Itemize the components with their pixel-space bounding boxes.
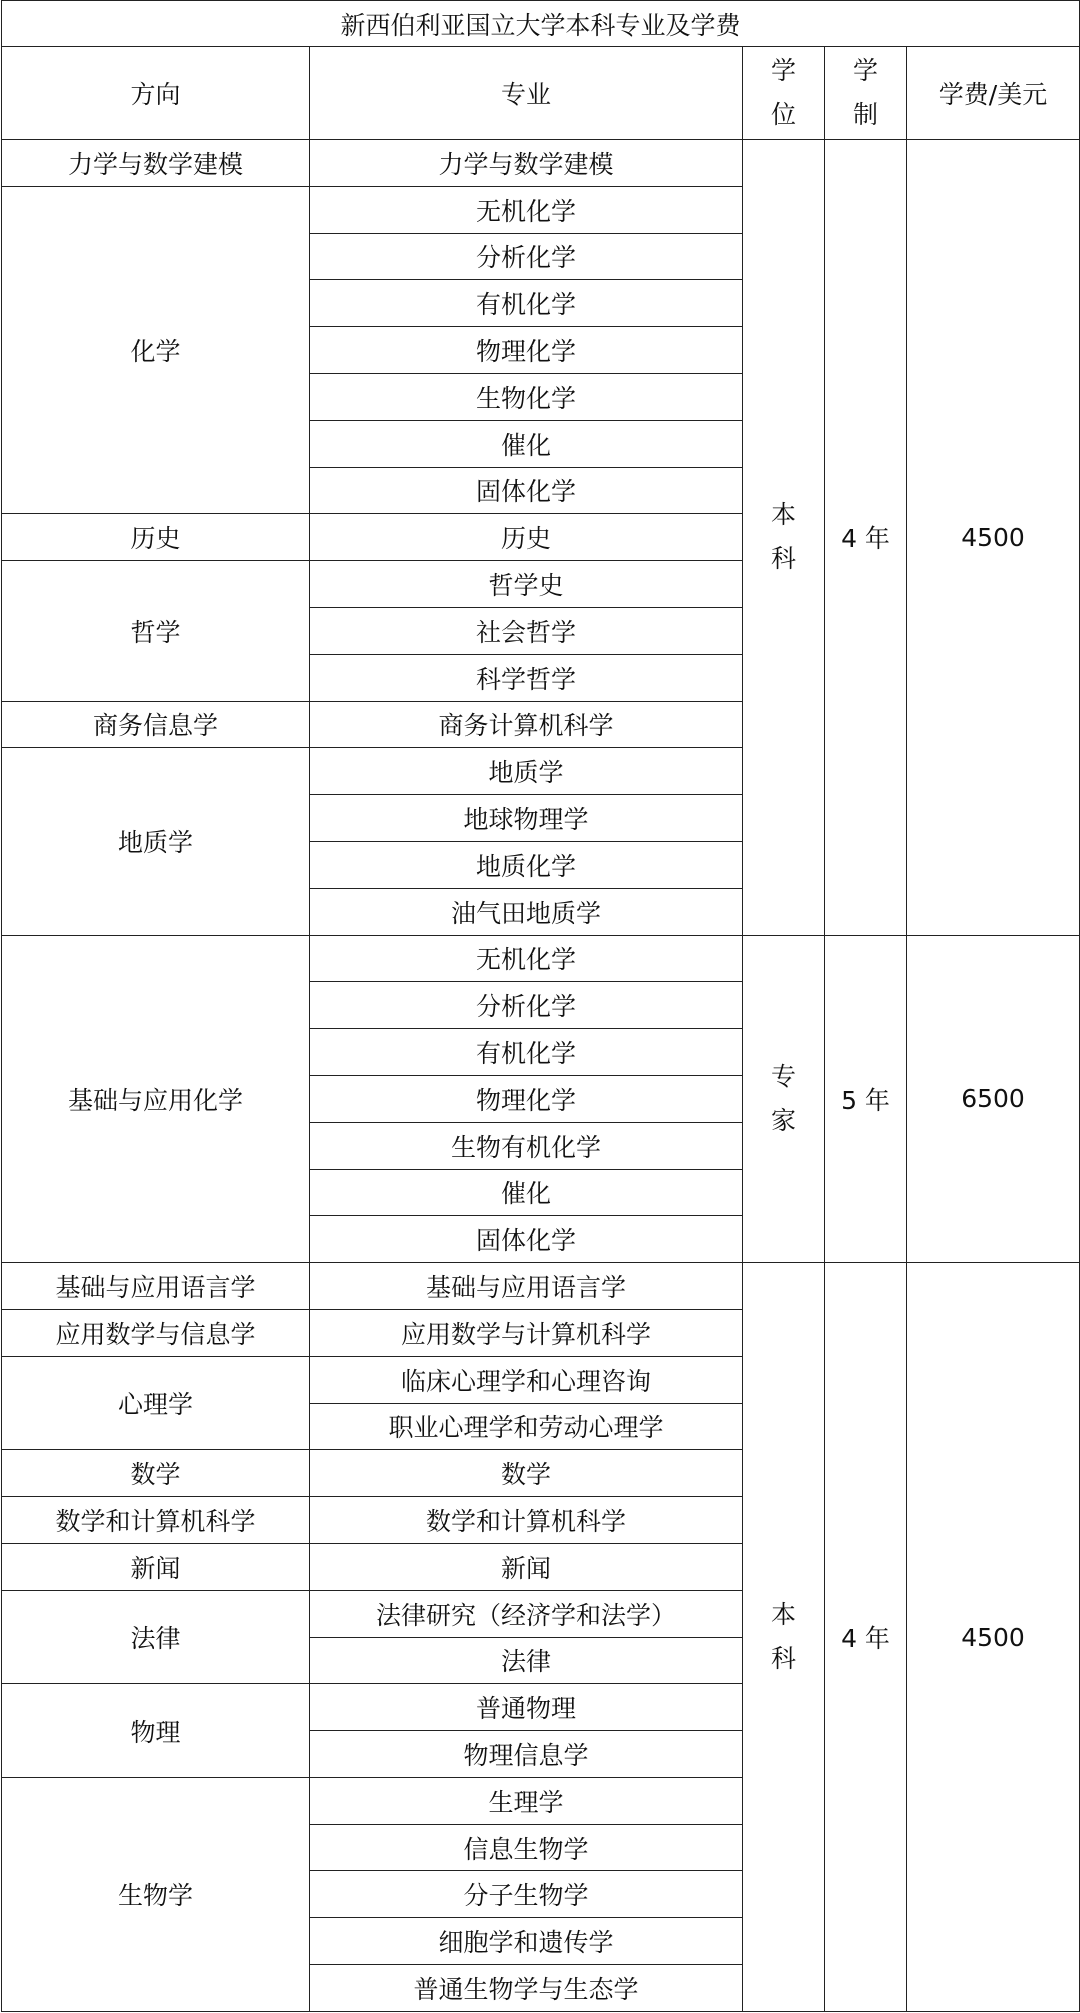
degree-cell: 本 科 <box>743 1263 825 2012</box>
header-duration: 学 制 <box>825 47 907 140</box>
major-cell: 临床心理学和心理咨询 <box>310 1356 743 1403</box>
major-cell: 物理化学 <box>310 327 743 374</box>
tuition-table <box>1 0 1080 2012</box>
major-cell: 哲学史 <box>310 561 743 608</box>
major-cell: 固体化学 <box>310 1216 743 1263</box>
major-cell: 无机化学 <box>310 186 743 233</box>
major-cell: 数学 <box>310 1450 743 1497</box>
major-cell: 信息生物学 <box>310 1824 743 1871</box>
direction-cell: 商务信息学 <box>2 701 310 748</box>
direction-cell: 数学 <box>2 1450 310 1497</box>
major-cell: 数学和计算机科学 <box>310 1497 743 1544</box>
major-cell: 力学与数学建模 <box>310 140 743 187</box>
major-cell: 催化 <box>310 1169 743 1216</box>
header-degree: 学 位 <box>743 47 825 140</box>
major-cell: 物理化学 <box>310 1075 743 1122</box>
duration-cell: 4 年 <box>825 140 907 936</box>
direction-cell: 哲学 <box>2 561 310 701</box>
major-cell: 催化 <box>310 420 743 467</box>
degree-cell: 专 家 <box>743 935 825 1263</box>
direction-cell: 心理学 <box>2 1356 310 1450</box>
direction-cell: 新闻 <box>2 1543 310 1590</box>
direction-cell: 法律 <box>2 1590 310 1684</box>
table-row <box>2 935 1080 982</box>
direction-cell: 化学 <box>2 186 310 514</box>
title-row <box>2 1 1080 47</box>
major-cell: 社会哲学 <box>310 607 743 654</box>
degree-cell: 本 科 <box>743 140 825 936</box>
major-cell: 职业心理学和劳动心理学 <box>310 1403 743 1450</box>
direction-cell: 应用数学与信息学 <box>2 1309 310 1356</box>
fee-cell: 4500 <box>907 1263 1080 2012</box>
major-cell: 分析化学 <box>310 233 743 280</box>
major-cell: 无机化学 <box>310 935 743 982</box>
header-major: 专业 <box>310 47 743 140</box>
major-cell: 生物有机化学 <box>310 1122 743 1169</box>
major-cell: 普通生物学与生态学 <box>310 1965 743 2012</box>
direction-cell: 地质学 <box>2 748 310 935</box>
table-row <box>2 140 1080 187</box>
table-row <box>2 1263 1080 1310</box>
direction-cell: 生物学 <box>2 1777 310 2011</box>
major-cell: 油气田地质学 <box>310 888 743 935</box>
direction-cell: 数学和计算机科学 <box>2 1497 310 1544</box>
major-cell: 有机化学 <box>310 280 743 327</box>
direction-cell: 基础与应用语言学 <box>2 1263 310 1310</box>
major-cell: 应用数学与计算机科学 <box>310 1309 743 1356</box>
header-fee: 学费/美元 <box>907 47 1080 140</box>
major-cell: 法律 <box>310 1637 743 1684</box>
fee-cell: 6500 <box>907 935 1080 1263</box>
major-cell: 细胞学和遗传学 <box>310 1918 743 1965</box>
header-row <box>2 47 1080 140</box>
major-cell: 法律研究（经济学和法学） <box>310 1590 743 1637</box>
major-cell: 有机化学 <box>310 1029 743 1076</box>
major-cell: 地质学 <box>310 748 743 795</box>
major-cell: 物理信息学 <box>310 1731 743 1778</box>
major-cell: 地质化学 <box>310 841 743 888</box>
major-cell: 历史 <box>310 514 743 561</box>
major-cell: 分析化学 <box>310 982 743 1029</box>
duration-cell: 5 年 <box>825 935 907 1263</box>
major-cell: 生物化学 <box>310 373 743 420</box>
major-cell: 地球物理学 <box>310 795 743 842</box>
major-cell: 普通物理 <box>310 1684 743 1731</box>
major-cell: 分子生物学 <box>310 1871 743 1918</box>
major-cell: 科学哲学 <box>310 654 743 701</box>
direction-cell: 力学与数学建模 <box>2 140 310 187</box>
fee-cell: 4500 <box>907 140 1080 936</box>
major-cell: 新闻 <box>310 1543 743 1590</box>
header-direction: 方向 <box>2 47 310 140</box>
direction-cell: 基础与应用化学 <box>2 935 310 1263</box>
direction-cell: 历史 <box>2 514 310 561</box>
major-cell: 基础与应用语言学 <box>310 1263 743 1310</box>
direction-cell: 物理 <box>2 1684 310 1778</box>
major-cell: 生理学 <box>310 1777 743 1824</box>
major-cell: 固体化学 <box>310 467 743 514</box>
table-title: 新西伯利亚国立大学本科专业及学费 <box>2 1 1080 47</box>
major-cell: 商务计算机科学 <box>310 701 743 748</box>
duration-cell: 4 年 <box>825 1263 907 2012</box>
